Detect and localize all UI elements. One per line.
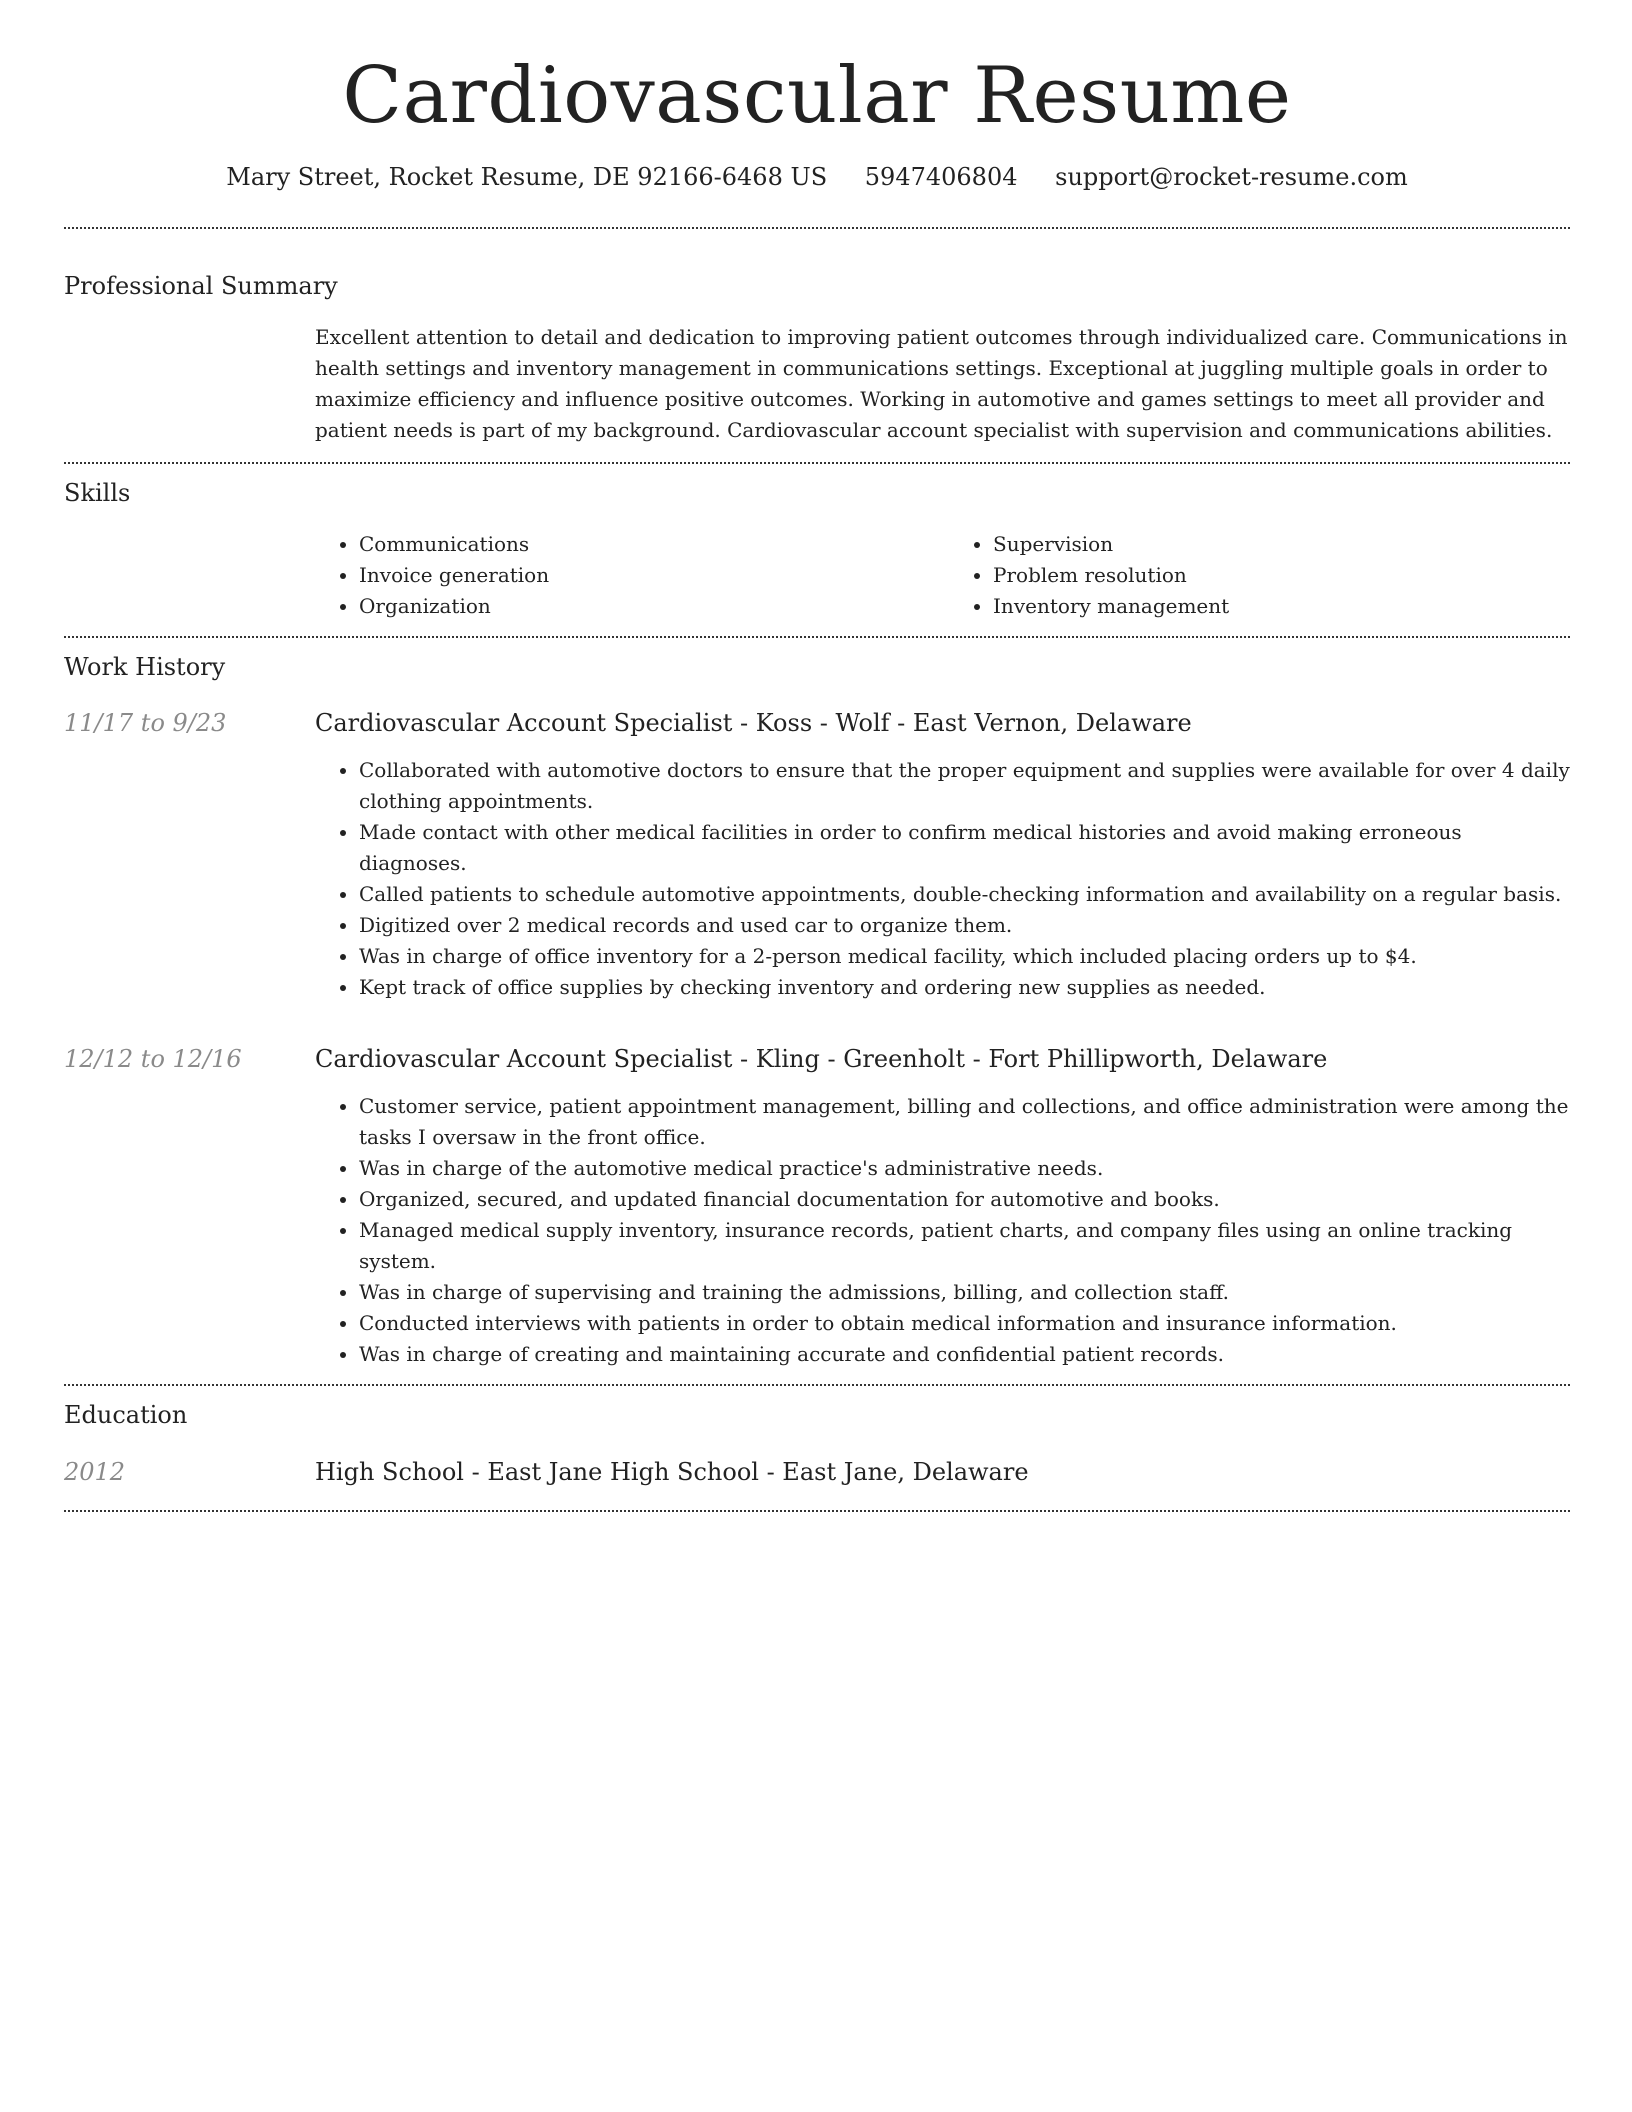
job-bullet: • Conducted interviews with patients in order to obtain medical information and insurance information. — [359, 1308, 1570, 1339]
job-bullet: • Collaborated with automotive doctors to ensure that the proper equipment and supplies were available for over 4 daily clothing appointments. — [359, 755, 1570, 817]
education-entry — [64, 1454, 1570, 1490]
education-detail — [315, 1454, 1570, 1490]
summary-text: Excellent attention to detail and dedication to improving patient outcomes through individualized care. Communications in health settings and inventory management in communications settings. Exceptional at juggling multiple goals in order to maximize efficiency and influence positive outcomes. Working in automotive and games settings to meet all provider and patient needs is part of my background. Cardiovascular account specialist with supervision and communications abilities. — [315, 325, 1568, 443]
job-entry — [64, 1041, 1570, 1370]
skill-item: • Communications — [359, 529, 909, 560]
skills-section-title: Skills — [64, 479, 131, 508]
job-bullet: • Digitized over 2 medical records and used car to organize them. — [359, 910, 1570, 941]
contact-email: support@rocket-resume.com — [1055, 162, 1408, 191]
summary-section-title: Professional Summary — [64, 271, 338, 300]
divider — [64, 636, 1570, 638]
job-bullets — [315, 1091, 1570, 1370]
job-detail — [315, 705, 1570, 1003]
contact-phone: 5947406804 — [864, 162, 1018, 191]
education-section-title: Education — [64, 1401, 188, 1430]
education-year: 2012 — [64, 1457, 126, 1486]
job-bullet: • Kept track of office supplies by checking inventory and ordering new supplies as needed. — [359, 972, 1570, 1003]
skills-column-left — [315, 529, 909, 622]
divider — [64, 227, 1570, 229]
job-entry — [64, 705, 1570, 1003]
resume-title: Cardiovascular Resume — [342, 51, 1292, 141]
skill-item: • Inventory management — [993, 591, 1570, 622]
job-bullet: • Organized, secured, and updated financial documentation for automotive and books. — [359, 1184, 1570, 1215]
job-heading: Cardiovascular Account Specialist - Kling - Greenholt - Fort Phillipworth, Delaware — [315, 1045, 1328, 1074]
work-section-title: Work History — [64, 653, 226, 682]
education-heading: High School - East Jane High School - East Jane, Delaware — [315, 1457, 1029, 1486]
skill-item: • Invoice generation — [359, 560, 909, 591]
skill-item: • Supervision — [993, 529, 1570, 560]
job-bullet: • Customer service, patient appointment management, billing and collections, and office administration were among the tasks I oversaw in the front office. — [359, 1091, 1570, 1153]
job-bullet: • Was in charge of the automotive medical practice's administrative needs. — [359, 1153, 1570, 1184]
job-dates: 11/17 to 9/23 — [64, 709, 227, 738]
job-bullet: • Called patients to schedule automotive appointments, double-checking information and availability on a regular basis. — [359, 879, 1570, 910]
job-heading: Cardiovascular Account Specialist - Koss - Wolf - East Vernon, Delaware — [315, 709, 1192, 738]
contact-address: Mary Street, Rocket Resume, DE 92166-6468 US — [226, 162, 828, 191]
skill-item: • Problem resolution — [993, 560, 1570, 591]
resume-page — [64, 0, 1570, 1512]
divider — [64, 1384, 1570, 1386]
skills-list — [315, 529, 1570, 622]
divider — [64, 462, 1570, 464]
job-bullet: • Made contact with other medical facilities in order to confirm medical histories and avoid making erroneous diagnoses. — [359, 817, 1570, 879]
job-bullet: • Managed medical supply inventory, insurance records, patient charts, and company files using an online tracking system. — [359, 1215, 1570, 1277]
divider — [64, 1510, 1570, 1512]
skills-column-right — [949, 529, 1570, 622]
job-dates: 12/12 to 12/16 — [64, 1045, 242, 1074]
contact-line — [64, 162, 1570, 193]
skill-item: • Organization — [359, 591, 909, 622]
job-bullet: • Was in charge of supervising and training the admissions, billing, and collection staff. — [359, 1277, 1570, 1308]
job-bullet: • Was in charge of office inventory for a 2-person medical facility, which included placing orders up to $4. — [359, 941, 1570, 972]
job-detail — [315, 1041, 1570, 1370]
job-bullets — [315, 755, 1570, 1003]
job-bullet: • Was in charge of creating and maintaining accurate and confidential patient records. — [359, 1339, 1570, 1370]
